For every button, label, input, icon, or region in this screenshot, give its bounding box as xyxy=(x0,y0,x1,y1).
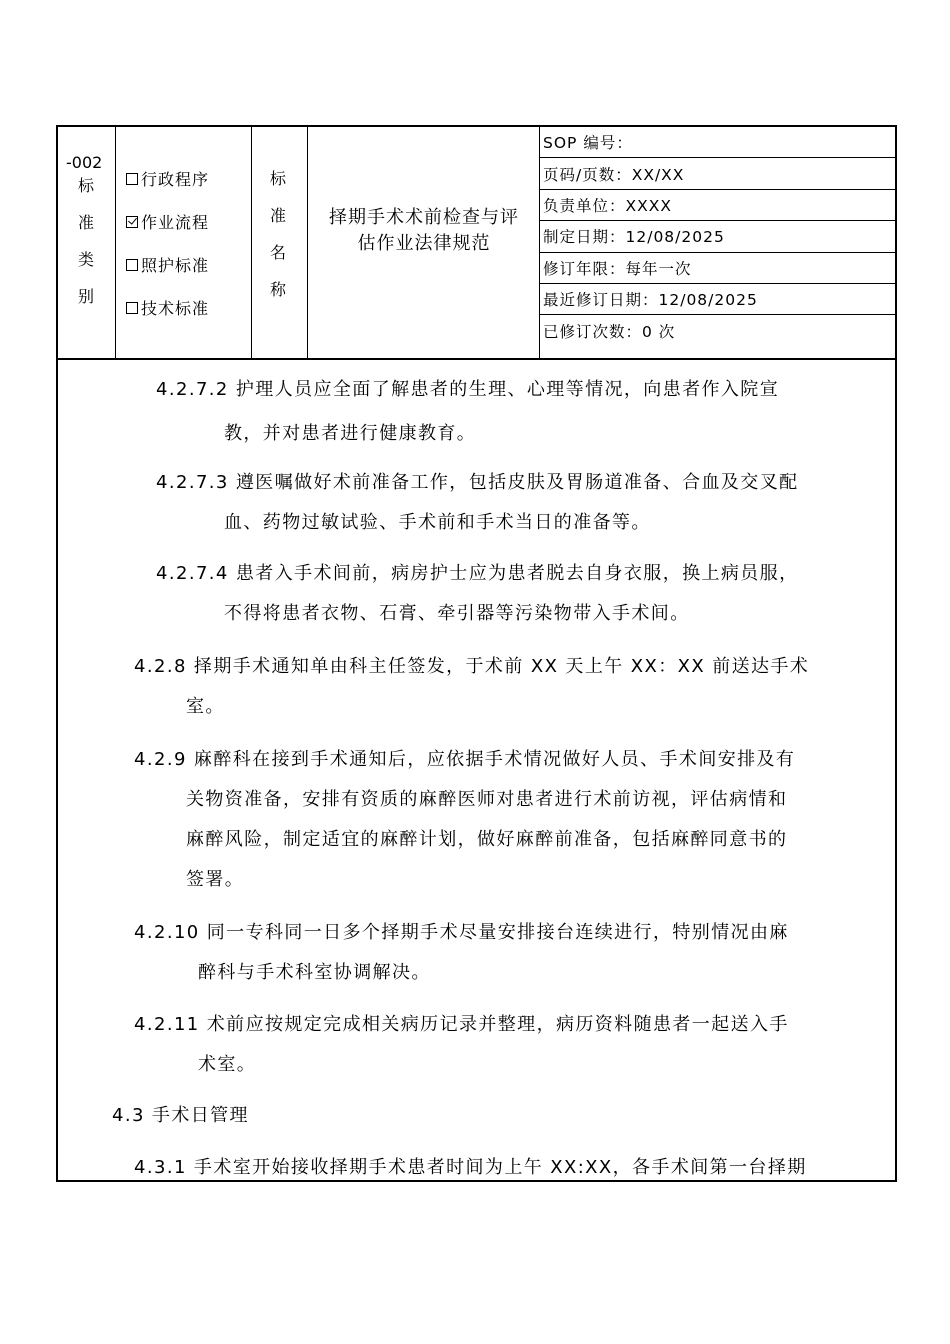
checkbox-checked-icon[interactable] xyxy=(126,216,138,228)
type-label: 行政程序 xyxy=(141,170,210,189)
type-item-admin[interactable] xyxy=(126,157,209,200)
paragraph-line: 不得将患者衣物、石膏、牵引器等污染物带入手术间。 xyxy=(224,603,690,624)
name-label-char: 准 xyxy=(270,206,287,225)
checkbox-icon[interactable] xyxy=(126,259,138,271)
divider xyxy=(115,127,116,358)
meta-last-revised: 最近修订日期：12/08/2025 xyxy=(540,284,895,315)
name-label xyxy=(270,160,286,308)
paragraph-line: 4.2.11 术前应按规定完成相关病历记录并整理，病历资料随患者一起送入手 xyxy=(134,1014,789,1035)
type-item-tech[interactable] xyxy=(126,286,209,329)
category-label xyxy=(78,167,94,315)
divider xyxy=(251,127,252,358)
type-item-workflow[interactable] xyxy=(126,200,209,243)
category-label-char: 标 xyxy=(78,176,95,195)
meta-page-count: 页码/页数：XX/XX xyxy=(540,158,895,189)
name-label-char: 称 xyxy=(270,280,287,299)
section-heading: 4.3 手术日管理 xyxy=(112,1105,249,1126)
title-line: 择期手术术前检查与评 xyxy=(329,207,519,228)
paragraph-line: 关物资准备，安排有资质的麻醉医师对患者进行术前访视，评估病情和 xyxy=(186,789,788,810)
paragraph-line: 血、药物过敏试验、手术前和手术当日的准备等。 xyxy=(224,512,651,533)
paragraph-line: 4.2.7.3 遵医嘱做好术前准备工作，包括皮肤及胃肠道准备、合血及交叉配 xyxy=(156,472,799,493)
type-label: 作业流程 xyxy=(141,213,210,232)
document-frame xyxy=(56,125,897,1182)
name-label-char: 名 xyxy=(270,243,287,262)
paragraph-line: 4.2.10 同一专科同一日多个择期手术尽量安排接台连续进行，特别情况由麻 xyxy=(134,922,789,943)
meta-revision-period: 修订年限：每年一次 xyxy=(540,253,895,284)
meta-sop-number: SOP 编号： xyxy=(540,127,895,158)
category-label-char: 类 xyxy=(78,250,95,269)
name-label-char: 标 xyxy=(270,169,287,188)
paragraph-line: 4.2.7.4 患者入手术间前，病房护士应为患者脱去自身衣服，换上病员服， xyxy=(156,563,799,584)
header-table xyxy=(58,127,895,360)
paragraph-line: 室。 xyxy=(186,696,225,717)
paragraph-line: 教，并对患者进行健康教育。 xyxy=(224,423,477,444)
category-label-char: 准 xyxy=(78,213,95,232)
type-label: 照护标准 xyxy=(141,256,210,275)
code-cell xyxy=(58,127,115,358)
meta-table xyxy=(540,127,895,347)
document-title xyxy=(310,205,538,257)
paragraph-line: 4.2.8 择期手术通知单由科主任签发，于术前 XX 天上午 XX：XX 前送达手术 xyxy=(134,656,810,677)
meta-created-date: 制定日期：12/08/2025 xyxy=(540,221,895,252)
type-item-care[interactable] xyxy=(126,243,209,286)
type-checklist xyxy=(126,157,209,329)
paragraph-line: 4.3.1 手术室开始接收择期手术患者时间为上午 XX:XX，各手术间第一台择期 xyxy=(134,1157,807,1178)
paragraph-line: 4.2.7.2 护理人员应全面了解患者的生理、心理等情况，向患者作入院宣 xyxy=(156,379,780,400)
title-line: 估作业法律规范 xyxy=(357,233,491,254)
paragraph-line: 醉科与手术科室协调解决。 xyxy=(198,962,431,983)
meta-department: 负责单位：XXXX xyxy=(540,190,895,221)
paragraph-line: 术室。 xyxy=(198,1054,257,1075)
paragraph-line: 4.2.9 麻醉科在接到手术通知后，应依据手术情况做好人员、手术间安排及有 xyxy=(134,749,796,770)
checkbox-icon[interactable] xyxy=(126,302,138,314)
paragraph-line: 签署。 xyxy=(186,869,245,890)
type-label: 技术标准 xyxy=(141,299,210,318)
document-code: -002 xyxy=(66,153,103,172)
category-label-char: 别 xyxy=(78,287,95,306)
checkbox-icon[interactable] xyxy=(126,173,138,185)
paragraph-line: 麻醉风险，制定适宜的麻醉计划，做好麻醉前准备，包括麻醉同意书的 xyxy=(186,829,788,850)
meta-revision-count: 已修订次数：0 次 xyxy=(543,323,676,342)
divider xyxy=(307,127,308,358)
